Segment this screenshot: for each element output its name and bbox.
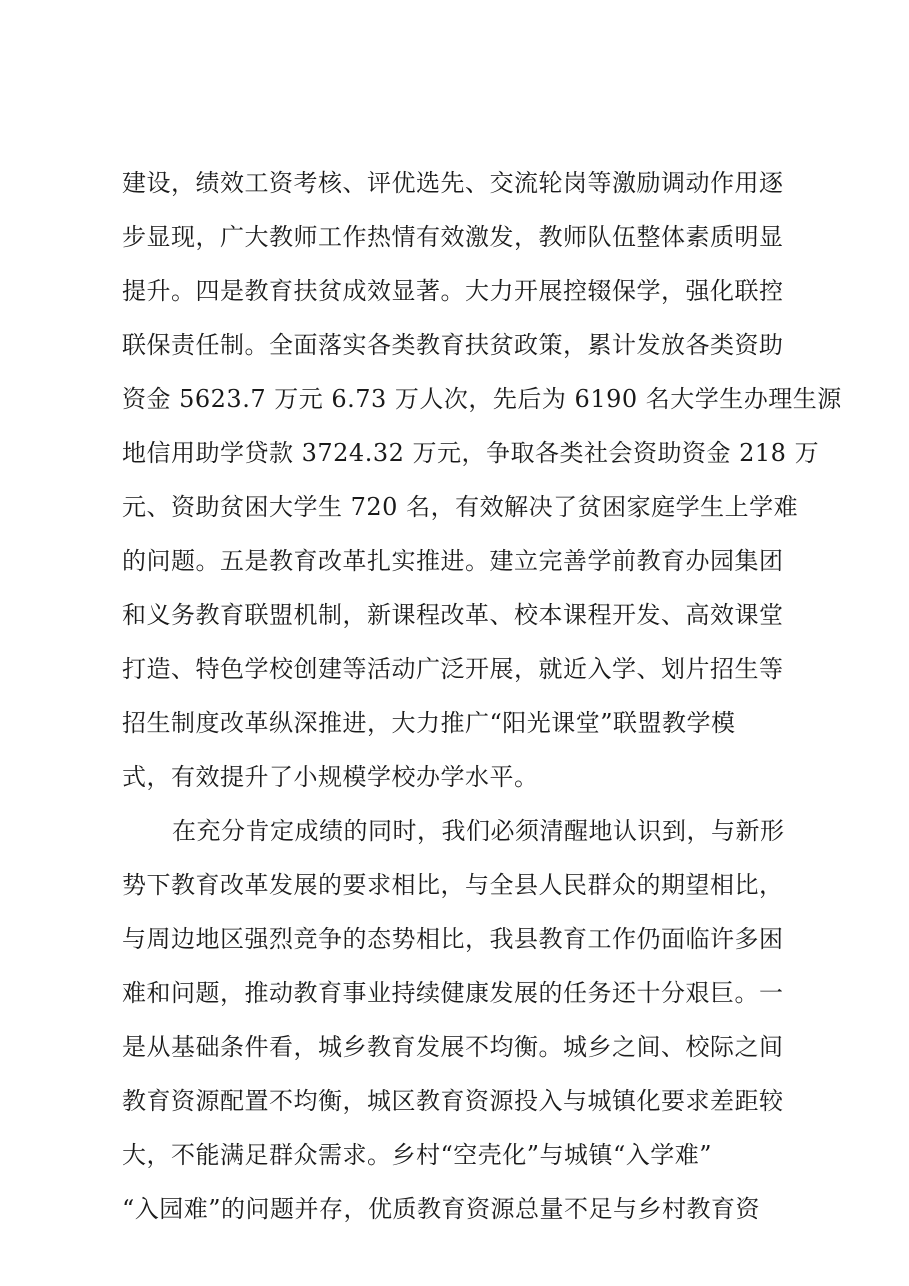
- text-line: 地信用助学贷款 3724.32 万元，争取各类社会资助资金 218 万: [122, 439, 820, 467]
- text-line: 教育资源配置不均衡，城区教育资源投入与城镇化要求差距较: [122, 1087, 784, 1115]
- text-line: 招生制度改革纵深推进，大力推广“阳光课堂”联盟教学模: [122, 709, 736, 737]
- text-line: 势下教育改革发展的要求相比，与全县人民群众的期望相比，: [122, 871, 784, 899]
- text-line: 建设，绩效工资考核、评优选先、交流轮岗等激励调动作用逐: [122, 169, 784, 197]
- paragraph-first-line: 在充分肯定成绩的同时，我们必须清醒地认识到，与新形: [172, 817, 785, 845]
- text-line: 式，有效提升了小规模学校办学水平。: [122, 763, 539, 791]
- text-line: 提升。四是教育扶贫成效显著。大力开展控辍保学，强化联控: [122, 277, 784, 305]
- text-line: 资金 5623.7 万元 6.73 万人次，先后为 6190 名大学生办理生源: [122, 385, 842, 413]
- text-line: 是从基础条件看，城乡教育发展不均衡。城乡之间、校际之间: [122, 1033, 784, 1061]
- text-line: 打造、特色学校创建等活动广泛开展，就近入学、划片招生等: [122, 655, 784, 683]
- text-line: 联保责任制。全面落实各类教育扶贫政策，累计发放各类资助: [122, 331, 784, 359]
- text-line: 难和问题，推动教育事业持续健康发展的任务还十分艰巨。一: [122, 979, 784, 1007]
- text-line: 的问题。五是教育改革扎实推进。建立完善学前教育办园集团: [122, 547, 784, 575]
- text-line: 步显现，广大教师工作热情有效激发，教师队伍整体素质明显: [122, 223, 784, 251]
- text-line: 和义务教育联盟机制，新课程改革、校本课程开发、高效课堂: [122, 601, 784, 629]
- text-line: 元、资助贫困大学生 720 名，有效解决了贫困家庭学生上学难: [122, 493, 799, 521]
- text-line: “入园难”的问题并存，优质教育资源总量不足与乡村教育资: [122, 1195, 761, 1223]
- text-line: 大，不能满足群众需求。乡村“空壳化”与城镇“入学难”: [122, 1141, 713, 1169]
- text-line: 与周边地区强烈竞争的态势相比，我县教育工作仍面临许多困: [122, 925, 784, 953]
